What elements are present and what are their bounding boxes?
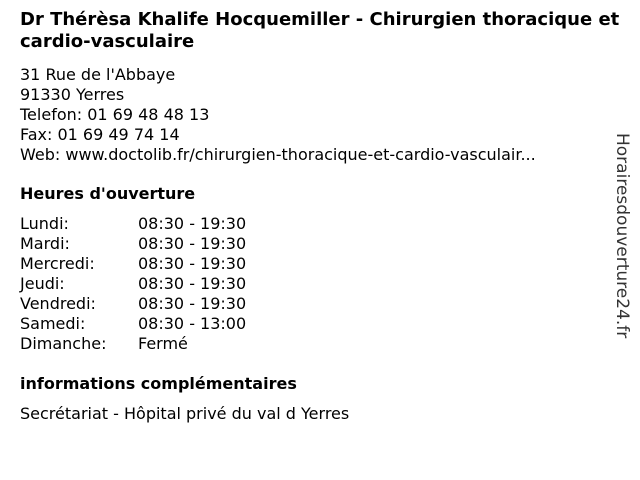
website-link[interactable]: Web: www.doctolib.fr/chirurgien-thoracique-et-cardio-vasculair... (20, 145, 536, 164)
day-label: Dimanche: (20, 334, 107, 353)
opening-hours-table (20, 214, 246, 354)
day-label: Mercredi: (20, 254, 95, 273)
time-range: 08:30 - 19:30 (138, 234, 247, 253)
day-label: Lundi: (20, 214, 69, 233)
time-range: 08:30 - 19:30 (138, 254, 247, 273)
hours-row-wednesday (20, 254, 246, 274)
city-postcode: 91330 Yerres (20, 85, 125, 104)
hours-row-tuesday (20, 234, 246, 254)
hours-row-sunday (20, 334, 246, 354)
day-label: Mardi: (20, 234, 70, 253)
time-range: Fermé (138, 334, 188, 353)
hours-row-saturday (20, 314, 246, 334)
hours-row-monday (20, 214, 246, 234)
page-title: Dr Thérèsa Khalife Hocquemiller - Chirurgien thoracique et cardio-vasculaire (20, 9, 620, 52)
time-range: 08:30 - 19:30 (138, 294, 247, 313)
time-range: 08:30 - 19:30 (138, 274, 247, 293)
time-range: 08:30 - 19:30 (138, 214, 247, 233)
hours-heading: Heures d'ouverture (20, 184, 196, 203)
hours-row-friday (20, 294, 246, 314)
site-watermark: Horairesdouverture24.fr (612, 133, 632, 339)
contact-block (20, 65, 536, 165)
extra-info-heading: informations complémentaires (20, 374, 297, 393)
day-label: Vendredi: (20, 294, 96, 313)
day-label: Samedi: (20, 314, 86, 333)
time-range: 08:30 - 13:00 (138, 314, 247, 333)
hours-row-thursday (20, 274, 246, 294)
extra-info-text: Secrétariat - Hôpital privé du val d Yerres (20, 404, 350, 423)
street-address: 31 Rue de l'Abbaye (20, 65, 176, 84)
day-label: Jeudi: (20, 274, 65, 293)
fax-number: Fax: 01 69 49 74 14 (20, 125, 180, 144)
phone-number: Telefon: 01 69 48 48 13 (20, 105, 210, 124)
